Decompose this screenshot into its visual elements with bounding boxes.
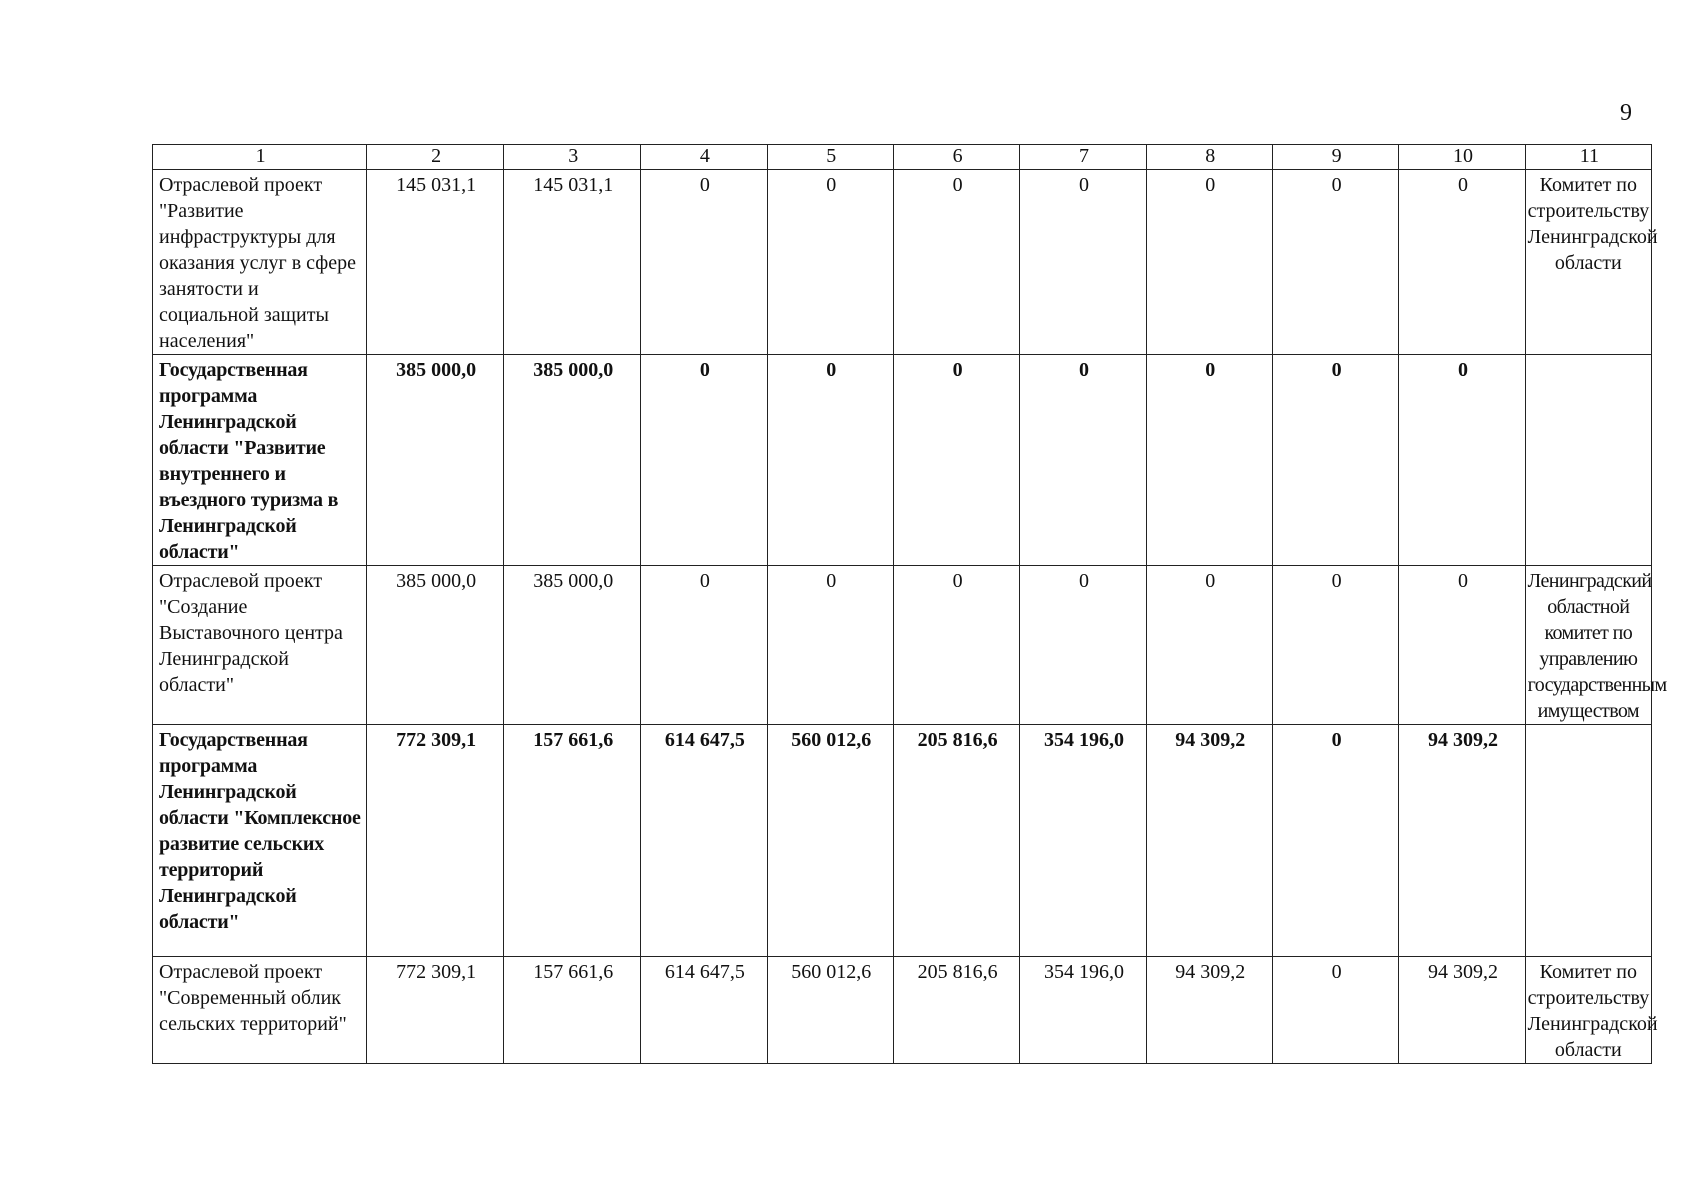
cell-value: 0	[641, 170, 767, 355]
cell-value: 0	[1399, 355, 1525, 566]
cell-value: 145 031,1	[504, 170, 641, 355]
cell-value: 354 196,0	[1020, 957, 1146, 1064]
cell-value: 157 661,6	[504, 725, 641, 957]
budget-table	[152, 144, 1667, 1064]
cell-value: 94 309,2	[1146, 725, 1272, 957]
responsible-executor	[1525, 725, 1651, 957]
cell-value: 0	[893, 355, 1019, 566]
table-row	[153, 566, 1652, 725]
header-row	[153, 145, 1652, 170]
cell-value: 0	[1146, 355, 1272, 566]
cell-value: 614 647,5	[641, 957, 767, 1064]
column-header: 4	[641, 145, 767, 170]
cell-value: 0	[1020, 566, 1146, 725]
cell-value: 354 196,0	[1020, 725, 1146, 957]
cell-value: 614 647,5	[641, 725, 767, 957]
cell-value: 0	[641, 566, 767, 725]
cell-value: 205 816,6	[893, 725, 1019, 957]
responsible-executor: Комитет по строительству Ленинградской области	[1525, 170, 1651, 355]
row-name: Государственная программа Ленинградской области "Комплексное развитие сельских территорий Ленинградской области"	[153, 725, 367, 957]
cell-value: 0	[641, 355, 767, 566]
cell-value: 145 031,1	[367, 170, 504, 355]
cell-value: 0	[1272, 355, 1398, 566]
responsible-executor	[1525, 566, 1667, 725]
cell-value: 772 309,1	[367, 725, 504, 957]
cell-value: 385 000,0	[504, 355, 641, 566]
column-header: 3	[504, 145, 641, 170]
cell-value: 385 000,0	[367, 355, 504, 566]
column-header: 10	[1399, 145, 1525, 170]
cell-value: 94 309,2	[1146, 957, 1272, 1064]
cell-value: 0	[1399, 170, 1525, 355]
cell-value: 560 012,6	[767, 957, 893, 1064]
cell-value: 0	[767, 355, 893, 566]
table-row	[153, 957, 1652, 1064]
column-header: 7	[1020, 145, 1146, 170]
cell-value: 0	[1272, 725, 1398, 957]
row-name: Отраслевой проект "Развитие инфраструктуры для оказания услуг в сфере занятости и социальной защиты населения"	[153, 170, 367, 355]
column-header: 2	[367, 145, 504, 170]
cell-value: 0	[1020, 355, 1146, 566]
column-header: 5	[767, 145, 893, 170]
cell-value: 0	[1272, 957, 1398, 1064]
cell-value: 385 000,0	[367, 566, 504, 725]
cell-value: 772 309,1	[367, 957, 504, 1064]
cell-value: 0	[1146, 566, 1272, 725]
responsible-executor: Комитет по строительству Ленинградской области	[1525, 957, 1651, 1064]
cell-value: 0	[1272, 170, 1398, 355]
row-name: Отраслевой проект "Современный облик сельских территорий"	[153, 957, 367, 1064]
cell-value: 0	[1146, 170, 1272, 355]
page-number: 9	[1620, 100, 1632, 126]
responsible-text: Ленинградский областной комитет по управлению государственным имуществом	[1527, 570, 1667, 722]
cell-value: 0	[893, 170, 1019, 355]
table-row	[153, 725, 1652, 957]
cell-value: 157 661,6	[504, 957, 641, 1064]
cell-value: 560 012,6	[767, 725, 893, 957]
column-header: 8	[1146, 145, 1272, 170]
column-header: 9	[1272, 145, 1398, 170]
column-header: 6	[893, 145, 1019, 170]
cell-value: 0	[893, 566, 1019, 725]
table-row	[153, 355, 1652, 566]
cell-value: 385 000,0	[504, 566, 641, 725]
row-name: Отраслевой проект "Создание Выставочного центра Ленинградской области"	[153, 566, 367, 725]
cell-value: 0	[767, 170, 893, 355]
cell-value: 0	[767, 566, 893, 725]
column-header: 11	[1525, 145, 1651, 170]
responsible-executor	[1525, 355, 1651, 566]
column-header: 1	[153, 145, 367, 170]
cell-value: 0	[1272, 566, 1398, 725]
cell-value: 205 816,6	[893, 957, 1019, 1064]
cell-value: 94 309,2	[1399, 725, 1525, 957]
cell-value: 94 309,2	[1399, 957, 1525, 1064]
cell-value: 0	[1020, 170, 1146, 355]
row-name: Государственная программа Ленинградской области "Развитие внутреннего и въездного туризма в Ленинградской области"	[153, 355, 367, 566]
cell-value: 0	[1399, 566, 1525, 725]
table-row	[153, 170, 1652, 355]
